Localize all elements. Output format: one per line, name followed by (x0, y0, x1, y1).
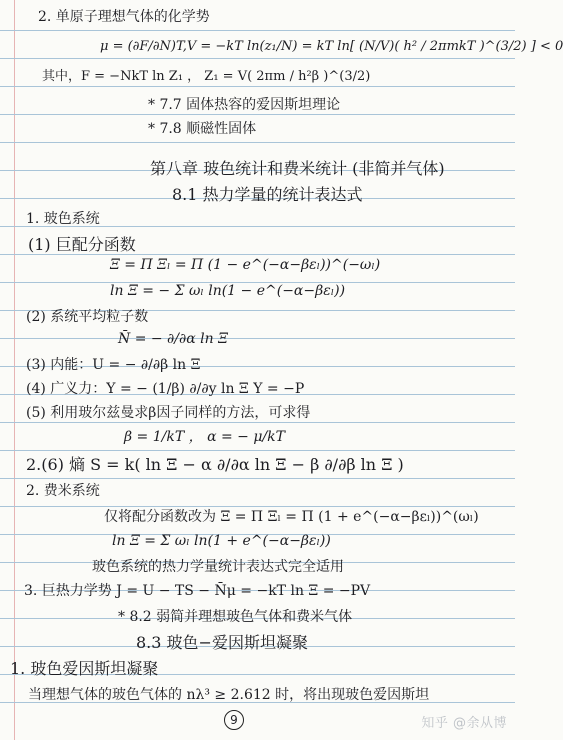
ruled-line (0, 86, 515, 87)
text-bec-condition: 当理想气体的玻色气体的 nλ³ ≥ 2.612 时，将出现玻色爱因斯坦 (28, 687, 430, 703)
heading-fermi-system: 2. 费米系统 (26, 483, 100, 499)
ruled-line (0, 450, 515, 451)
section-8-3: 8.3 玻色−爱因斯坦凝聚 (136, 633, 308, 652)
heading-bose-system: 1. 玻色系统 (26, 211, 100, 227)
equation-chemical-potential: μ = (∂F/∂N)T,V = −kT ln(z₁/N) = kT ln[ (N/V)( h² / 2πmkT )^(3/2) ] < 0 (100, 39, 563, 54)
page-number: 9 (224, 710, 244, 730)
ruled-line (0, 114, 515, 115)
ruled-line (0, 254, 515, 255)
equation-beta-alpha: β = 1/kT ， α = − μ/kT (124, 429, 285, 445)
equation-ln-xi-bose: ln Ξ = − Σ ωₗ ln(1 − e^(−α−βεₗ)) (110, 283, 346, 299)
heading-grand-partition: (1) 巨配分函数 (28, 235, 136, 254)
equation-grand-partition: Ξ = Π Ξₗ = Π (1 − e^(−α−βεₗ))^(−ωₗ) (110, 257, 381, 273)
heading-chemical-potential: 2. 单原子理想气体的化学势 (38, 9, 210, 25)
equation-fermi-partition: 仅将配分函数改为 Ξ = Π Ξₗ = Π (1 + e^(−α−βεₗ))^(ωₗ) (104, 509, 479, 525)
text-boltzmann-method: (5) 利用玻尔兹曼求β因子同样的方法，可求得 (26, 405, 311, 421)
heading-bec: 1. 玻色爱因斯坦凝聚 (10, 659, 159, 678)
ruled-line (0, 478, 515, 479)
ruled-line (0, 506, 515, 507)
heading-average-particle-number: (2) 系统平均粒子数 (26, 309, 149, 325)
chapter-8-title: 第八章 玻色统计和费米统计 (非简并气体) (150, 159, 445, 178)
text-expressions-apply: 玻色系统的热力学量统计表达式完全适用 (92, 559, 344, 575)
equation-generalized-force: (4) 广义力：Y = − (1/β) ∂/∂y ln Ξ Y = −P (26, 381, 305, 397)
ruled-line (0, 422, 515, 423)
section-7-7: * 7.7 固体热容的爱因斯坦理论 (148, 97, 341, 113)
margin-rule (14, 0, 15, 740)
section-8-2: * 8.2 弱简并理想玻色气体和费米气体 (118, 609, 353, 625)
equation-free-energy: 其中，F = −NkT ln Z₁ ， Z₁ = V( 2πm / h²β )^(3/2) (42, 69, 371, 84)
ruled-line (0, 142, 515, 143)
ruled-line (0, 58, 515, 59)
equation-grand-potential: 3. 巨热力学势 J = U − TS − N̄μ = −kT ln Ξ = −PV (24, 583, 371, 599)
equation-ln-xi-fermi: ln Ξ = Σ ωₗ ln(1 + e^(−α−βεₗ)) (112, 533, 331, 549)
section-8-1-title: 8.1 热力学量的统计表达式 (172, 185, 363, 204)
watermark: 知乎 @余从博 (421, 716, 507, 731)
ruled-line (0, 30, 515, 31)
section-7-8: * 7.8 顺磁性固体 (148, 121, 257, 137)
equation-internal-energy: (3) 内能：U = − ∂/∂β ln Ξ (26, 357, 201, 373)
equation-average-n: N̄ = − ∂/∂α ln Ξ (118, 331, 228, 347)
ruled-line (0, 338, 515, 339)
equation-entropy: 2.(6) 熵 S = k( ln Ξ − α ∂/∂α ln Ξ − β ∂/∂β ln Ξ ) (26, 455, 404, 474)
